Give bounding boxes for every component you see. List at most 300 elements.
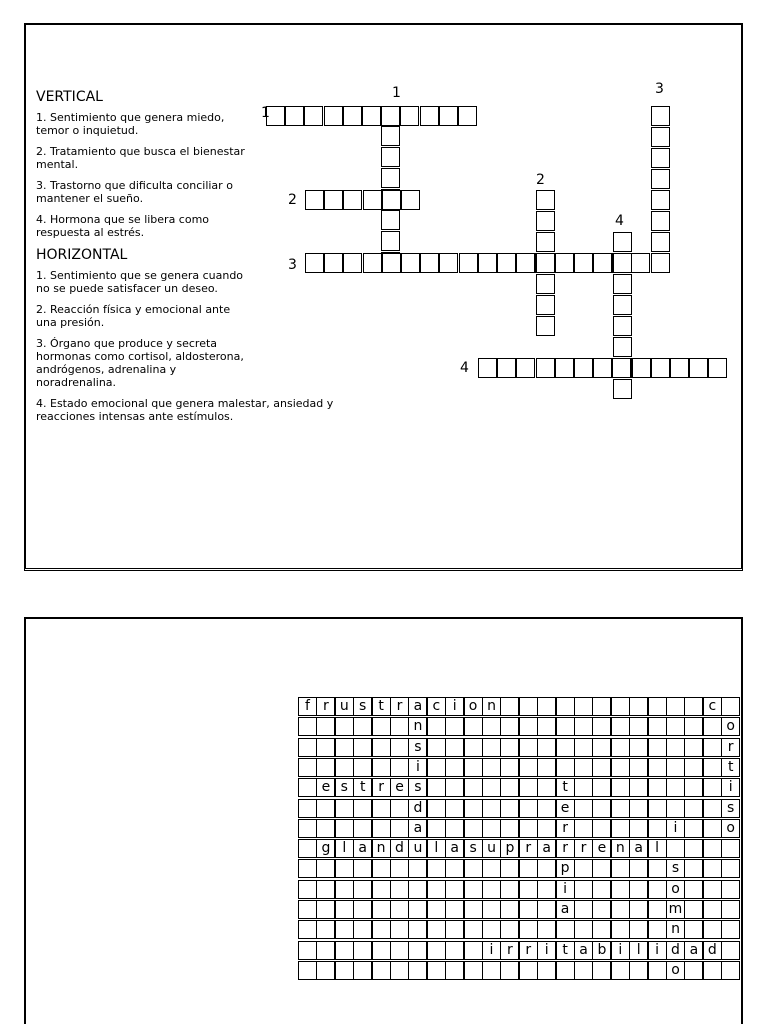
solution-cell [390,717,409,736]
solution-cell [353,819,372,838]
puzzle-panel [24,23,743,571]
solution-cell [629,697,648,716]
solution-cell [427,859,446,878]
solution-cell [703,961,722,980]
solution-cell [464,920,483,939]
crossword-cell[interactable] [631,253,650,273]
solution-cell: u [482,839,501,858]
crossword-cell[interactable] [343,106,362,126]
crossword-cell[interactable] [651,148,670,168]
crossword-cell[interactable] [555,358,574,378]
solution-cell [648,738,667,757]
solution-cell [574,900,593,919]
solution-cell [500,758,519,777]
solution-cell [353,920,372,939]
solution-cell: r [556,819,575,838]
crossword-cell[interactable] [363,190,382,210]
solution-cell [500,961,519,980]
crossword-cell[interactable] [401,190,420,210]
solution-cell: e [316,778,335,797]
crossword-cell[interactable] [651,211,670,231]
solution-cell [482,778,501,797]
solution-cell: l [648,839,667,858]
solution-cell [298,799,317,818]
solution-cell: i [648,941,667,960]
solution-cell [684,799,703,818]
crossword-cell[interactable] [516,253,535,273]
solution-cell [519,859,538,878]
solution-cell [445,961,464,980]
solution-cell [684,839,703,858]
solution-cell [390,920,409,939]
solution-cell [335,920,354,939]
solution-cell [648,961,667,980]
solution-cell [464,717,483,736]
solution-cell [464,778,483,797]
solution-cell [316,900,335,919]
solution-cell [648,900,667,919]
solution-cell [372,920,391,939]
solution-cell [721,859,740,878]
crossword-cell[interactable] [343,190,362,210]
number-horizontal-2: 2 [288,192,297,208]
solution-cell [316,961,335,980]
solution-cell [703,900,722,919]
crossword-cell[interactable] [632,358,651,378]
solution-cell [574,758,593,777]
solution-cell [629,961,648,980]
solution-cell [611,920,630,939]
solution-cell [390,799,409,818]
crossword-cell[interactable] [689,358,708,378]
solution-cell [298,941,317,960]
solution-cell [574,738,593,757]
solution-cell: i [482,941,501,960]
crossword-cell[interactable] [304,106,323,126]
solution-cell [684,961,703,980]
solution-cell [703,920,722,939]
solution-cell: r [316,697,335,716]
solution-cell [592,819,611,838]
solution-cell [703,839,722,858]
solution-cell [611,758,630,777]
crossword-cell[interactable] [670,358,689,378]
solution-cell [427,717,446,736]
solution-cell [648,697,667,716]
vertical-heading: VERTICAL [36,89,103,105]
solution-cell: r [519,941,538,960]
crossword-cell[interactable] [381,168,400,188]
crossword-cell[interactable] [536,211,555,231]
solution-cell: a [684,941,703,960]
crossword-cell[interactable] [305,190,324,210]
solution-cell [298,920,317,939]
solution-cell [592,697,611,716]
crossword-cell[interactable] [613,316,632,336]
solution-cell [500,900,519,919]
crossword-cell[interactable] [651,190,670,210]
solution-cell [353,799,372,818]
solution-cell [537,799,556,818]
solution-cell [482,799,501,818]
solution-cell: s [666,859,685,878]
crossword-cell[interactable] [574,358,593,378]
solution-cell [556,717,575,736]
solution-cell [427,799,446,818]
solution-cell [427,778,446,797]
solution-cell [335,799,354,818]
solution-cell [445,799,464,818]
crossword-cell[interactable] [536,232,555,252]
number-horizontal-3: 3 [288,257,297,273]
solution-cell [500,717,519,736]
crossword-cell[interactable] [478,253,497,273]
solution-cell [721,941,740,960]
solution-cell [464,961,483,980]
solution-cell [574,717,593,736]
solution-cell [445,819,464,838]
solution-cell [629,900,648,919]
solution-cell: p [556,859,575,878]
crossword-cell[interactable] [708,358,727,378]
solution-cell [500,697,519,716]
solution-cell [372,900,391,919]
solution-cell [445,859,464,878]
crossword-cell[interactable] [420,253,439,273]
solution-cell [408,941,427,960]
solution-cell [592,778,611,797]
crossword-cell[interactable] [343,253,362,273]
solution-cell: c [703,697,722,716]
solution-cell: r [556,839,575,858]
solution-cell [427,880,446,899]
solution-cell [592,880,611,899]
solution-cell [592,758,611,777]
solution-cell [427,900,446,919]
crossword-cell[interactable] [555,253,574,273]
solution-cell [703,738,722,757]
solution-cell [684,758,703,777]
solution-cell: t [353,778,372,797]
crossword-cell[interactable] [362,106,381,126]
horizontal-clue-2: 2. Reacción física y emocional ante una presión. [36,303,231,329]
crossword-cell[interactable] [497,253,516,273]
solution-cell [611,738,630,757]
crossword-cell[interactable] [651,232,670,252]
number-horizontal-1: 1 [261,105,270,121]
crossword-cell[interactable] [401,253,420,273]
solution-cell: e [592,839,611,858]
solution-cell: l [427,839,446,858]
crossword-cell[interactable] [382,190,401,210]
crossword-cell[interactable] [651,169,670,189]
crossword-cell[interactable] [381,147,400,167]
number-vertical-2: 2 [536,172,545,188]
solution-cell [666,839,685,858]
crossword-cell[interactable] [382,253,401,273]
solution-panel [24,617,743,1024]
solution-cell [298,961,317,980]
solution-cell: a [537,839,556,858]
solution-cell [519,900,538,919]
solution-cell [427,758,446,777]
crossword-cell[interactable] [458,106,477,126]
crossword-cell[interactable] [324,106,343,126]
solution-cell [556,697,575,716]
crossword-cell[interactable] [536,190,555,210]
number-horizontal-4: 4 [460,360,469,376]
solution-cell [353,941,372,960]
solution-cell [464,758,483,777]
number-vertical-3: 3 [655,81,664,97]
solution-cell [592,961,611,980]
solution-cell [445,880,464,899]
solution-cell [519,799,538,818]
crossword-cell[interactable] [651,358,670,378]
solution-cell: n [666,920,685,939]
solution-cell [721,697,740,716]
solution-cell: g [316,839,335,858]
solution-cell [445,717,464,736]
solution-cell [556,961,575,980]
solution-cell [445,758,464,777]
horizontal-clue-1: 1. Sentimiento que se genera cuando no se puede satisfacer un deseo. [36,269,244,295]
crossword-cell[interactable] [400,106,419,126]
solution-cell [372,961,391,980]
solution-cell [335,738,354,757]
crossword-cell[interactable] [516,358,535,378]
solution-cell: n [611,839,630,858]
solution-cell [482,717,501,736]
solution-cell [629,799,648,818]
solution-cell [648,758,667,777]
solution-cell [629,717,648,736]
solution-cell [519,738,538,757]
solution-cell [353,738,372,757]
solution-cell: a [629,839,648,858]
solution-cell [372,941,391,960]
solution-cell [592,717,611,736]
crossword-cell[interactable] [285,106,304,126]
solution-cell [519,961,538,980]
crossword-cell[interactable] [613,274,632,294]
crossword-cell[interactable] [574,253,593,273]
solution-cell [298,758,317,777]
crossword-cell[interactable] [651,106,670,126]
solution-cell [684,859,703,878]
crossword-cell[interactable] [381,126,400,146]
solution-cell: t [372,697,391,716]
solution-cell [721,880,740,899]
crossword-cell[interactable] [381,231,400,251]
solution-cell [372,859,391,878]
solution-cell [574,697,593,716]
solution-cell: o [721,819,740,838]
crossword-cell[interactable] [536,274,555,294]
solution-cell: l [629,941,648,960]
solution-cell: r [519,839,538,858]
solution-cell: r [500,941,519,960]
crossword-cell[interactable] [613,295,632,315]
solution-cell [298,859,317,878]
solution-cell [648,880,667,899]
crossword-cell[interactable] [593,253,612,273]
crossword-cell[interactable] [613,253,632,273]
crossword-cell[interactable] [381,106,400,126]
crossword-cell[interactable] [536,253,555,273]
solution-cell [519,819,538,838]
solution-cell [703,819,722,838]
solution-cell [666,738,685,757]
crossword-cell[interactable] [459,253,478,273]
crossword-cell[interactable] [612,358,631,378]
solution-cell [611,717,630,736]
solution-cell: s [464,839,483,858]
solution-cell [500,880,519,899]
solution-cell: r [721,738,740,757]
solution-cell: r [574,839,593,858]
solution-cell [703,717,722,736]
solution-cell [629,758,648,777]
solution-cell [629,778,648,797]
solution-cell [482,738,501,757]
solution-cell [666,697,685,716]
solution-cell [721,839,740,858]
crossword-cell[interactable] [381,210,400,230]
solution-cell: a [353,839,372,858]
solution-cell: o [721,717,740,736]
vertical-clue-1: 1. Sentimiento que genera miedo, temor o inquietud. [36,111,225,137]
crossword-cell[interactable] [420,106,439,126]
solution-cell [482,819,501,838]
solution-cell [335,961,354,980]
solution-cell [574,880,593,899]
solution-cell [519,920,538,939]
solution-cell [519,717,538,736]
solution-cell [500,799,519,818]
solution-cell [353,717,372,736]
solution-cell [703,778,722,797]
crossword-cell[interactable] [613,379,632,399]
crossword-cell[interactable] [651,253,670,273]
solution-cell [372,738,391,757]
crossword-cell[interactable] [536,295,555,315]
crossword-cell[interactable] [305,253,324,273]
crossword-cell[interactable] [536,316,555,336]
solution-cell: i [408,758,427,777]
solution-cell [316,819,335,838]
solution-cell [556,758,575,777]
solution-cell [684,819,703,838]
solution-cell: d [408,799,427,818]
vertical-clue-2: 2. Tratamiento que busca el bienestar mental. [36,145,245,171]
solution-cell: i [537,941,556,960]
solution-cell [482,859,501,878]
solution-cell: n [482,697,501,716]
solution-cell [500,920,519,939]
solution-cell [500,819,519,838]
solution-cell [519,758,538,777]
crossword-cell[interactable] [324,253,343,273]
solution-cell [316,799,335,818]
solution-cell [592,799,611,818]
solution-cell [316,738,335,757]
solution-cell [464,880,483,899]
solution-cell [482,758,501,777]
solution-cell [537,961,556,980]
solution-cell [445,778,464,797]
crossword-cell[interactable] [478,358,497,378]
solution-cell: d [666,941,685,960]
solution-cell [445,920,464,939]
solution-cell [464,738,483,757]
solution-cell [316,859,335,878]
solution-cell [629,859,648,878]
crossword-cell[interactable] [651,127,670,147]
solution-cell [390,941,409,960]
solution-cell [335,717,354,736]
solution-cell [390,859,409,878]
solution-cell [316,920,335,939]
solution-cell [648,819,667,838]
solution-cell [537,717,556,736]
solution-cell [666,758,685,777]
solution-cell [592,859,611,878]
solution-cell [684,697,703,716]
vertical-clue-3: 3. Trastorno que dificulta conciliar o mantener el sueño. [36,179,233,205]
solution-cell [372,758,391,777]
solution-cell [335,880,354,899]
solution-cell [390,819,409,838]
solution-cell [353,880,372,899]
crossword-cell[interactable] [613,232,632,252]
solution-cell [464,819,483,838]
solution-cell: a [556,900,575,919]
solution-cell: b [592,941,611,960]
solution-cell [537,900,556,919]
solution-cell: e [556,799,575,818]
solution-cell [316,758,335,777]
solution-cell [482,961,501,980]
crossword-cell[interactable] [593,358,612,378]
solution-cell [316,941,335,960]
solution-cell: n [372,839,391,858]
crossword-cell[interactable] [613,337,632,357]
solution-cell [408,900,427,919]
vertical-clue-4: 4. Hormona que se libera como respuesta al estrés. [36,213,210,239]
crossword-cell[interactable] [536,358,555,378]
solution-cell [427,738,446,757]
crossword-cell[interactable] [363,253,382,273]
solution-cell [611,859,630,878]
crossword-cell[interactable] [497,358,516,378]
solution-cell [372,819,391,838]
solution-cell [500,738,519,757]
solution-cell [427,819,446,838]
crossword-cell[interactable] [439,253,458,273]
solution-cell: o [666,880,685,899]
solution-cell: r [372,778,391,797]
solution-cell [611,799,630,818]
solution-cell [353,758,372,777]
solution-cell [353,961,372,980]
solution-cell: e [390,778,409,797]
solution-cell [298,738,317,757]
solution-cell [721,900,740,919]
crossword-cell[interactable] [324,190,343,210]
crossword-cell[interactable] [439,106,458,126]
solution-cell [556,920,575,939]
